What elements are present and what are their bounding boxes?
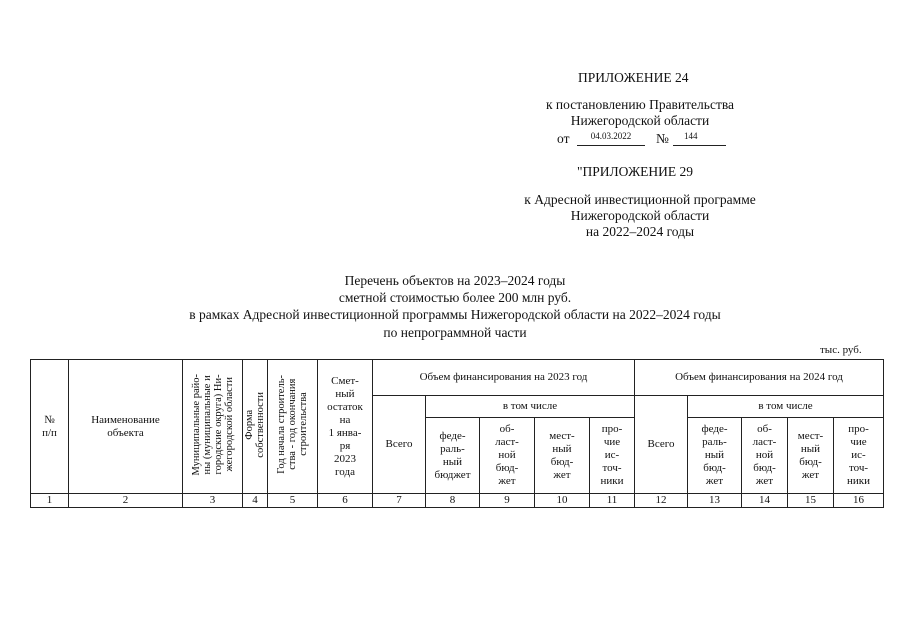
- column-number: 8: [426, 494, 480, 508]
- column-number: 7: [373, 494, 426, 508]
- program-line-3: на 2022–2024 годы: [585, 224, 695, 239]
- header-regional-2023: об- ласт- ной бюд- жет: [480, 418, 535, 494]
- header-other-2024: про- чие ис- точ- ники: [834, 418, 884, 494]
- column-number-row: [31, 494, 884, 508]
- resolution-line-2: Нижегородской области: [570, 113, 710, 128]
- column-number: 6: [318, 494, 373, 508]
- header-years: [268, 360, 318, 494]
- header-including-2024: в том числе: [688, 396, 884, 418]
- column-number: 5: [268, 494, 318, 508]
- header-num: № п/п: [31, 360, 69, 494]
- header-municipal: [183, 360, 243, 494]
- column-number: 9: [480, 494, 535, 508]
- column-number: 1: [31, 494, 69, 508]
- header-federal-2024: феде- раль- ный бюд- жет: [688, 418, 742, 494]
- header-local-2024: мест- ный бюд- жет: [788, 418, 834, 494]
- column-number: 12: [635, 494, 688, 508]
- column-number: 10: [535, 494, 590, 508]
- column-number: 14: [742, 494, 788, 508]
- header-ownership-text: Форма собственности: [244, 391, 266, 458]
- number-underline: [673, 145, 726, 146]
- header-municipal-text: Муниципальные райо- ны (муниципальные и городские округа) Ни- жегородской области: [190, 373, 235, 476]
- header-ownership: [243, 360, 268, 494]
- column-number: 3: [183, 494, 243, 508]
- header-federal-2023: феде- раль- ный бюджет: [426, 418, 480, 494]
- program-line-1: к Адресной инвестиционной программе: [524, 192, 756, 207]
- column-number: 15: [788, 494, 834, 508]
- header-total-2023: Всего: [373, 396, 426, 494]
- units-label: тыс. руб.: [820, 344, 862, 356]
- header-other-2023: про- чие ис- точ- ники: [590, 418, 635, 494]
- column-number: 2: [69, 494, 183, 508]
- resolution-line-1: к постановлению Правительства: [545, 97, 735, 112]
- header-regional-2024: об- ласт- ной бюд- жет: [742, 418, 788, 494]
- header-including-2023: в том числе: [426, 396, 635, 418]
- number-value: 144: [684, 131, 698, 141]
- date-underline: [577, 145, 645, 146]
- number-label: №: [656, 131, 669, 146]
- date-value: 04.03.2022: [590, 131, 632, 141]
- from-label: от: [557, 131, 570, 146]
- doc-title-line-4: по непрограммной части: [383, 325, 527, 340]
- header-group-2024: Объем финансирования на 2024 год: [635, 360, 884, 396]
- header-local-2023: мест- ный бюд- жет: [535, 418, 590, 494]
- doc-title-line-2: сметной стоимостью более 200 млн руб.: [338, 290, 572, 305]
- header-name: Наименование объекта: [69, 360, 183, 494]
- header-balance: Смет- ный остаток на 1 янва- ря 2023 года: [318, 360, 373, 494]
- header-group-2023: Объем финансирования на 2023 год: [373, 360, 635, 396]
- column-number: 16: [834, 494, 884, 508]
- header-total-2024: Всего: [635, 396, 688, 494]
- appendix29-title: "ПРИЛОЖЕНИЕ 29: [577, 164, 694, 179]
- doc-title-line-3: в рамках Адресной инвестиционной программы Нижегородской области на 2022–2024 годы: [189, 307, 721, 322]
- objects-table: [30, 359, 884, 508]
- column-number: 4: [243, 494, 268, 508]
- doc-title-line-1: Перечень объектов на 2023–2024 годы: [344, 273, 566, 288]
- appendix-title: ПРИЛОЖЕНИЕ 24: [578, 70, 689, 85]
- header-years-text: Год начала строитель- ства - год окончания строительства: [276, 375, 309, 474]
- program-line-2: Нижегородской области: [570, 208, 710, 223]
- column-number: 13: [688, 494, 742, 508]
- column-number: 11: [590, 494, 635, 508]
